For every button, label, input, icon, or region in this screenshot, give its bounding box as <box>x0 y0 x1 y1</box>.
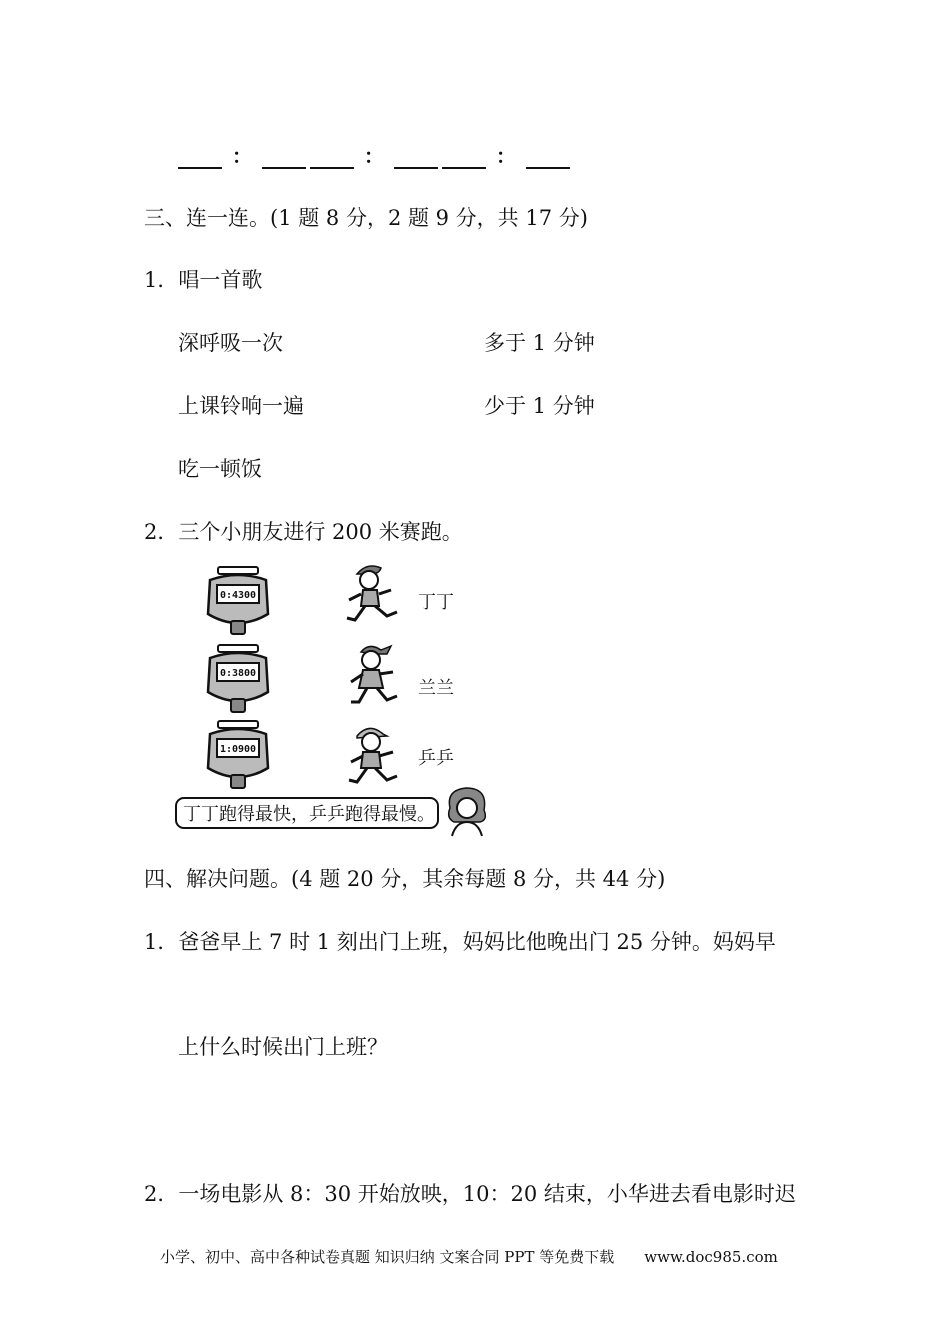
answer-blank[interactable] <box>394 149 438 169</box>
running-girl-icon[interactable] <box>345 642 409 714</box>
answer-blank[interactable] <box>262 149 306 169</box>
q1-title: 1．唱一首歌 <box>144 268 263 292</box>
running-boy-icon[interactable] <box>345 562 409 634</box>
answer-blank[interactable] <box>178 149 222 169</box>
speech-bubble: 丁丁跑得最快，乒乒跑得最慢。 <box>175 797 439 829</box>
stopwatch-icon[interactable] <box>204 644 272 714</box>
colon: ： <box>232 144 252 168</box>
colon: ： <box>496 144 516 168</box>
footer-text: 小学、初中、高中各种试卷真题 知识归纳 文案合同 PPT 等免费下载 <box>160 1248 615 1266</box>
stopwatch-icon[interactable] <box>204 720 272 790</box>
kid-name: 乒乒 <box>418 748 454 769</box>
problem1-line1: 1．爸爸早上 7 时 1 刻出门上班，妈妈比他晚出门 25 分钟。妈妈早 <box>144 930 776 954</box>
kid-name: 丁丁 <box>418 592 454 613</box>
page-footer <box>160 1246 778 1267</box>
match-left-item[interactable]: 深呼吸一次 <box>178 331 283 355</box>
match-right-item[interactable]: 多于 1 分钟 <box>484 331 595 355</box>
answer-blank[interactable] <box>526 149 570 169</box>
teacher-icon <box>436 786 498 838</box>
stopwatch-reading: 0:3800 <box>219 668 257 679</box>
footer-link[interactable]: www.doc985.com <box>644 1248 778 1266</box>
running-boy-with-cap-icon[interactable] <box>345 722 409 794</box>
problem2-line1: 2．一场电影从 8：30 开始放映，10：20 结束，小华进去看电影时迟 <box>144 1182 796 1206</box>
answer-blanks-row <box>178 140 570 169</box>
stopwatch-icon[interactable] <box>204 566 272 636</box>
kid-name: 兰兰 <box>418 678 454 699</box>
match-left-item[interactable]: 上课铃响一遍 <box>178 394 304 418</box>
colon: ： <box>364 144 384 168</box>
q2-title: 2．三个小朋友进行 200 米赛跑。 <box>144 520 463 544</box>
answer-blank[interactable] <box>442 149 486 169</box>
match-right-item[interactable]: 少于 1 分钟 <box>484 394 595 418</box>
stopwatch-reading: 1:0900 <box>219 744 257 755</box>
stopwatch-reading: 0:4300 <box>219 590 257 601</box>
match-left-item[interactable]: 吃一顿饭 <box>178 457 262 481</box>
section3-heading: 三、连一连。(1 题 8 分，2 题 9 分，共 17 分) <box>144 206 588 230</box>
problem1-line2: 上什么时候出门上班？ <box>178 1035 388 1059</box>
section4-heading: 四、解决问题。(4 题 20 分，其余每题 8 分，共 44 分) <box>144 867 666 891</box>
answer-blank[interactable] <box>310 149 354 169</box>
